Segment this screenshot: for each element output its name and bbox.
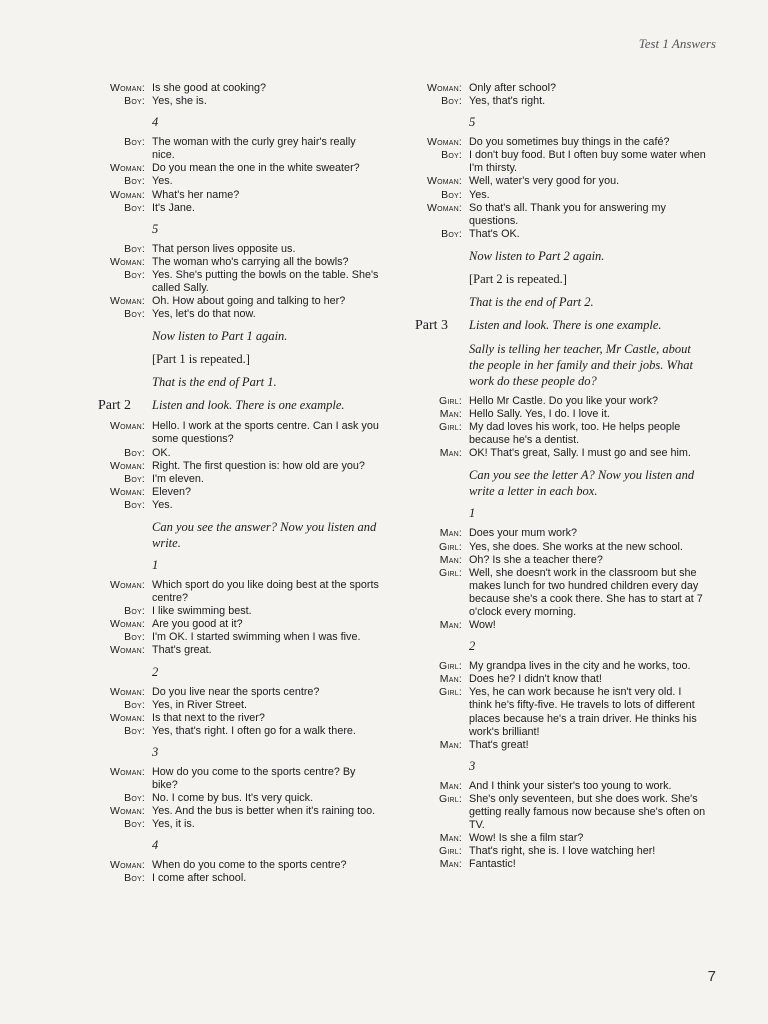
speaker-label: Girl: — [439, 540, 462, 553]
dialogue-text: Which sport do you like doing best at the sports centre? — [152, 578, 379, 605]
dialogue-text: The woman who's carrying all the bowls? — [152, 255, 349, 268]
dialogue-line — [415, 567, 707, 619]
speaker-label: Man: — [439, 832, 462, 845]
speaker-label: Woman: — [109, 765, 145, 778]
speaker-label: Boy: — [124, 268, 145, 281]
dialogue-line — [415, 541, 707, 554]
dialogue-text: Oh? Is she a teacher there? — [469, 553, 603, 566]
dialogue-text: OK. — [152, 446, 171, 459]
dialogue-line — [98, 175, 380, 188]
dialogue-text: Yes. — [152, 498, 173, 511]
dialogue-line — [415, 619, 707, 632]
dialogue-text: The woman with the curly grey hair's really nice. — [152, 136, 356, 162]
dialogue-line — [415, 421, 707, 447]
dialogue-text: It's Jane. — [152, 201, 195, 214]
dialogue-line — [98, 473, 380, 486]
item-number: 4 — [152, 115, 159, 130]
speaker-label: Boy: — [124, 605, 145, 618]
dialogue-line — [98, 82, 380, 95]
part-heading — [98, 397, 380, 414]
dialogue-text: I don't buy food. But I often buy some water when I'm thirsty. — [469, 149, 706, 175]
instruction-note: Now listen to Part 2 again. — [469, 248, 605, 263]
dialogue-line — [415, 189, 707, 202]
dialogue-line — [415, 202, 707, 228]
page-header-title: Test 1 Answers — [638, 36, 716, 51]
speaker-label: Woman: — [426, 175, 462, 188]
dialogue-line — [98, 579, 380, 605]
dialogue-text: Does your mum work? — [469, 527, 578, 540]
instruction-note: Sally is telling her teacher, Mr Castle, about the people in her family and their jobs. What work do these people do? — [469, 341, 693, 388]
dialogue-line — [415, 660, 707, 673]
speaker-label: Man: — [439, 738, 462, 751]
speaker-label: Boy: — [124, 446, 145, 459]
dialogue-text: No. I come by bus. It's very quick. — [152, 792, 314, 805]
item-number: 2 — [152, 664, 159, 679]
part-heading — [415, 317, 707, 334]
speaker-label: Boy: — [124, 792, 145, 805]
dialogue-text: Fantastic! — [469, 858, 516, 871]
speaker-label: Woman: — [109, 644, 145, 657]
dialogue-line — [98, 499, 380, 512]
part-instruction: Listen and look. There is one example. — [469, 317, 662, 332]
item-number: 1 — [469, 506, 476, 521]
dialogue-text: And I think your sister's too young to work. — [469, 779, 672, 792]
dialogue-text: Is she good at cooking? — [152, 82, 267, 94]
dialogue-line — [98, 872, 380, 885]
dialogue-text: Yes. — [469, 188, 490, 201]
speaker-label: Woman: — [109, 459, 145, 472]
speaker-label: Girl: — [439, 421, 462, 434]
dialogue-text: Yes, he can work because he isn't very old. I think he's fifty-five. He travels to lots of different places because he's a train driver. He thinks his work's brilliant! — [469, 686, 697, 738]
dialogue-text: Yes. — [152, 175, 173, 188]
speaker-label: Boy: — [441, 95, 462, 108]
part-label: Part 2 — [98, 398, 132, 414]
dialogue-line — [98, 618, 380, 631]
speaker-label: Woman: — [109, 162, 145, 175]
dialogue-line — [98, 699, 380, 712]
dialogue-line — [98, 95, 380, 108]
left-column — [98, 82, 380, 886]
speaker-label: Man: — [439, 527, 462, 540]
dialogue-text: Hello Mr Castle. Do you like your work? — [469, 394, 659, 407]
dialogue-text: Is that next to the river? — [152, 711, 265, 724]
dialogue-line — [98, 295, 380, 308]
dialogue-line — [415, 673, 707, 686]
dialogue-line — [415, 845, 707, 858]
dialogue-text: Wow! Is she a film star? — [469, 832, 584, 845]
dialogue-line — [415, 527, 707, 540]
dialogue-line — [98, 792, 380, 805]
dialogue-line — [98, 686, 380, 699]
speaker-label: Boy: — [124, 201, 145, 214]
part-instruction: Listen and look. There is one example. — [152, 398, 345, 413]
speaker-label: Woman: — [109, 618, 145, 631]
dialogue-text: Do you mean the one in the white sweater? — [152, 162, 360, 175]
dialogue-line — [98, 805, 380, 818]
dialogue-line — [415, 228, 707, 241]
dialogue-line — [415, 136, 707, 149]
dialogue-text: I like swimming best. — [152, 605, 252, 618]
dialogue-text: Yes. She's putting the bowls on the table. She's called Sally. — [152, 268, 379, 295]
dialogue-text: Yes, it is. — [152, 818, 195, 831]
speaker-label: Woman: — [109, 82, 145, 94]
speaker-label: Boy: — [124, 95, 145, 108]
dialogue-line — [415, 686, 707, 738]
dialogue-text: I come after school. — [152, 872, 247, 885]
dialogue-line — [98, 460, 380, 473]
speaker-label: Woman: — [109, 485, 145, 498]
speaker-label: Man: — [439, 408, 462, 421]
speaker-label: Woman: — [109, 578, 145, 591]
dialogue-line — [98, 486, 380, 499]
dialogue-line — [415, 447, 707, 460]
speaker-label: Man: — [439, 619, 462, 632]
speaker-label: Man: — [439, 858, 462, 871]
dialogue-text: Well, water's very good for you. — [469, 175, 620, 188]
instruction-note: Now listen to Part 1 again. — [152, 329, 288, 344]
dialogue-line — [415, 793, 707, 832]
dialogue-text: That person lives opposite us. — [152, 242, 296, 255]
item-number: 3 — [152, 744, 159, 759]
speaker-label: Boy: — [124, 818, 145, 831]
speaker-label: Boy: — [124, 698, 145, 711]
dialogue-text: Do you live near the sports centre? — [152, 685, 320, 698]
dialogue-line — [415, 858, 707, 871]
dialogue-text: Only after school? — [469, 82, 557, 94]
dialogue-line — [98, 308, 380, 321]
dialogue-line — [98, 269, 380, 295]
dialogue-text: How do you come to the sports centre? By bike? — [152, 765, 356, 791]
dialogue-line — [98, 136, 380, 162]
speaker-label: Woman: — [109, 805, 145, 818]
right-column — [415, 82, 707, 871]
speaker-label: Girl: — [439, 660, 462, 673]
dialogue-text: I'm eleven. — [152, 472, 204, 485]
speaker-label: Boy: — [441, 227, 462, 240]
dialogue-line — [415, 780, 707, 793]
speaker-label: Boy: — [124, 472, 145, 485]
dialogue-text: Well, she doesn't work in the classroom but she makes lunch for two hundred children every day because she's a cook there. She has to start at 7 o'clock every morning. — [469, 566, 703, 618]
speaker-label: Woman: — [109, 255, 145, 268]
dialogue-text: Yes. And the bus is better when it's raining too. — [152, 805, 376, 818]
dialogue-text: I'm OK. I started swimming when I was five. — [152, 631, 361, 644]
part-label: Part 3 — [415, 317, 449, 333]
dialogue-text: My grandpa lives in the city and he works, too. — [469, 660, 691, 673]
dialogue-text: So that's all. Thank you for answering my questions. — [469, 201, 666, 227]
dialogue-text: Yes, in River Street. — [152, 698, 248, 711]
dialogue-line — [415, 82, 707, 95]
dialogue-text: That's right, she is. I love watching her! — [469, 845, 656, 858]
dialogue-text: OK! That's great, Sally. I must go and see him. — [469, 447, 691, 460]
dialogue-text: Yes, that's right. I often go for a walk there. — [152, 724, 356, 737]
dialogue-text: Are you good at it? — [152, 618, 243, 631]
speaker-label: Girl: — [439, 792, 462, 805]
dialogue-text: Does he? I didn't know that! — [469, 673, 602, 686]
speaker-label: Man: — [439, 447, 462, 460]
item-number: 3 — [469, 758, 476, 773]
dialogue-text: Wow! — [469, 619, 496, 632]
dialogue-line — [98, 420, 380, 446]
dialogue-text: Right. The first question is: how old are you? — [152, 459, 365, 472]
instruction-note: That is the end of Part 1. — [152, 375, 277, 390]
instruction-note: Can you see the letter A? Now you listen and write a letter in each box. — [469, 468, 695, 499]
speaker-label: Woman: — [109, 711, 145, 724]
dialogue-line — [98, 712, 380, 725]
dialogue-text: Yes, she does. She works at the new school. — [469, 540, 683, 553]
speaker-label: Woman: — [426, 201, 462, 214]
dialogue-line — [98, 859, 380, 872]
item-number: 4 — [152, 838, 159, 853]
instruction-note: Can you see the answer? Now you listen and write. — [152, 519, 377, 550]
page-number: 7 — [707, 968, 716, 985]
speaker-label: Woman: — [109, 685, 145, 698]
dialogue-text: That's great. — [152, 644, 212, 657]
speaker-label: Girl: — [439, 566, 462, 579]
item-number: 2 — [469, 639, 476, 654]
speaker-label: Boy: — [124, 498, 145, 511]
dialogue-line — [98, 818, 380, 831]
dialogue-line — [415, 408, 707, 421]
dialogue-line — [98, 202, 380, 215]
speaker-label: Boy: — [124, 175, 145, 188]
speaker-label: Boy: — [124, 136, 145, 149]
speaker-label: Boy: — [124, 631, 145, 644]
dialogue-text: That's OK. — [469, 227, 520, 240]
speaker-label: Boy: — [124, 724, 145, 737]
bracket-note: [Part 2 is repeated.] — [469, 271, 567, 286]
dialogue-line — [98, 766, 380, 792]
bracket-note: [Part 1 is repeated.] — [152, 352, 250, 367]
dialogue-line — [415, 832, 707, 845]
speaker-label: Boy: — [124, 308, 145, 321]
dialogue-text: Oh. How about going and talking to her? — [152, 295, 346, 308]
speaker-label: Man: — [439, 779, 462, 792]
speaker-label: Woman: — [426, 82, 462, 94]
dialogue-line — [98, 631, 380, 644]
dialogue-line — [98, 162, 380, 175]
speaker-label: Girl: — [439, 845, 462, 858]
dialogue-text: She's only seventeen, but she does work. She's getting really famous now because she's often on TV. — [469, 792, 706, 832]
dialogue-text: My dad loves his work, too. He helps people because he's a dentist. — [469, 421, 681, 447]
dialogue-line — [415, 395, 707, 408]
dialogue-line — [98, 256, 380, 269]
dialogue-text: When do you come to the sports centre? — [152, 859, 347, 872]
speaker-label: Man: — [439, 673, 462, 686]
speaker-label: Boy: — [124, 872, 145, 885]
instruction-note: That is the end of Part 2. — [469, 294, 594, 309]
dialogue-line — [98, 605, 380, 618]
dialogue-line — [415, 95, 707, 108]
speaker-label: Woman: — [109, 420, 145, 433]
dialogue-line — [415, 554, 707, 567]
dialogue-text: Eleven? — [152, 485, 192, 498]
dialogue-text: Do you sometimes buy things in the café? — [469, 136, 670, 149]
speaker-label: Woman: — [109, 295, 145, 308]
dialogue-line — [98, 189, 380, 202]
speaker-label: Girl: — [439, 686, 462, 699]
speaker-label: Man: — [439, 553, 462, 566]
speaker-label: Woman: — [109, 859, 145, 872]
dialogue-line — [415, 175, 707, 188]
dialogue-line — [98, 243, 380, 256]
dialogue-text: Yes, that's right. — [469, 95, 546, 108]
dialogue-text: What's her name? — [152, 188, 240, 201]
dialogue-text: That's great! — [469, 738, 529, 751]
speaker-label: Girl: — [439, 394, 462, 407]
dialogue-line — [98, 644, 380, 657]
speaker-label: Boy: — [124, 242, 145, 255]
dialogue-text: Yes, let's do that now. — [152, 308, 256, 321]
speaker-label: Boy: — [441, 188, 462, 201]
item-number: 5 — [469, 115, 476, 130]
dialogue-text: Yes, she is. — [152, 95, 207, 108]
dialogue-line — [98, 447, 380, 460]
speaker-label: Boy: — [441, 149, 462, 162]
dialogue-line — [415, 739, 707, 752]
dialogue-line — [98, 725, 380, 738]
dialogue-text: Hello Sally. Yes, I do. I love it. — [469, 408, 610, 421]
dialogue-text: Hello. I work at the sports centre. Can I ask you some questions? — [152, 420, 379, 446]
speaker-label: Woman: — [426, 136, 462, 149]
dialogue-line — [415, 149, 707, 175]
item-number: 5 — [152, 221, 159, 236]
speaker-label: Woman: — [109, 188, 145, 201]
item-number: 1 — [152, 557, 159, 572]
